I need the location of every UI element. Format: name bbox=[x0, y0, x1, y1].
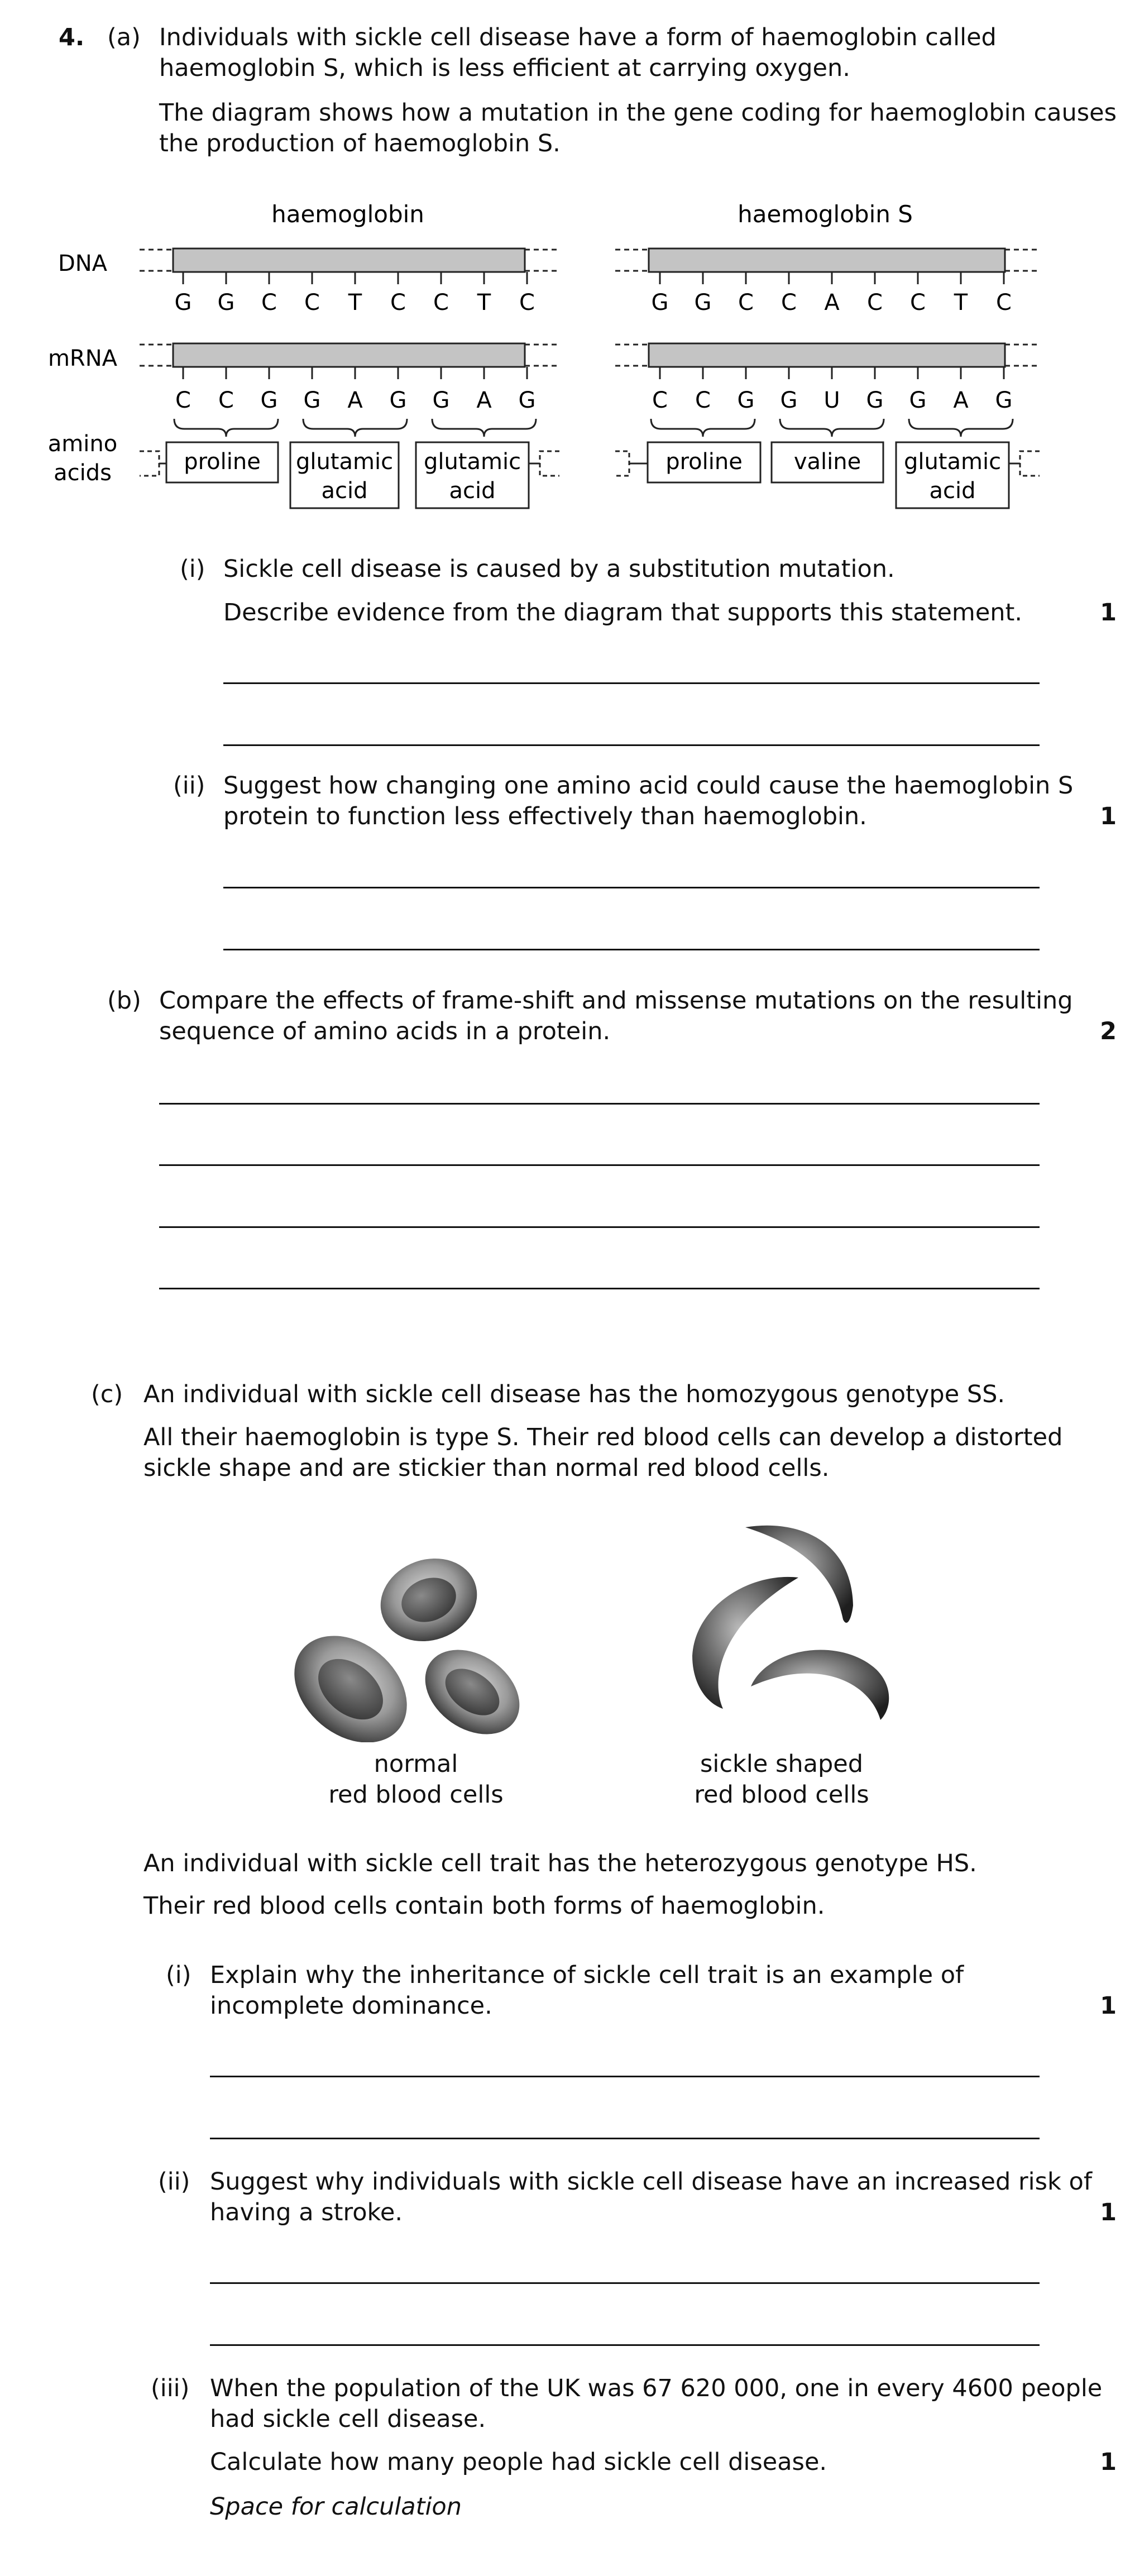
amino-acid-label: acid bbox=[449, 478, 496, 504]
amino-acid-label: proline bbox=[665, 449, 743, 475]
rbc-normal-top bbox=[369, 1545, 489, 1655]
row-label-acids: acids bbox=[54, 460, 112, 486]
part-c-ii-label: (ii) bbox=[158, 2168, 190, 2196]
part-b-line2: sequence of amino acids in a protein. bbox=[159, 1017, 611, 1045]
row-label-amino: amino bbox=[47, 431, 118, 457]
part-c-iii-label: (iii) bbox=[151, 2374, 190, 2402]
part-c-label: (c) bbox=[91, 1380, 123, 1408]
dna-base: G bbox=[174, 290, 192, 316]
dna-base: C bbox=[738, 290, 754, 316]
space-for-calculation: Space for calculation bbox=[210, 2493, 462, 2521]
part-a-label: (a) bbox=[107, 23, 141, 51]
mrna-base: G bbox=[995, 388, 1013, 413]
chain-continuation bbox=[140, 451, 159, 476]
answer-line[interactable] bbox=[159, 1226, 1040, 1228]
part-a-ii-line1: Suggest how changing one amino acid could cause the haemoglobin S bbox=[223, 772, 1074, 800]
diagram-title-haemoglobin-s: haemoglobin S bbox=[738, 200, 913, 228]
mrna-base: G bbox=[737, 388, 755, 413]
part-c-i-label: (i) bbox=[166, 1961, 191, 1989]
mrna-base: A bbox=[953, 388, 969, 413]
haemoglobin-s-panel bbox=[615, 248, 1040, 508]
part-c-line3: sickle shape and are stickier than normal red blood cells. bbox=[143, 1454, 830, 1482]
dna-base: A bbox=[824, 290, 840, 316]
amino-acid-label: glutamic bbox=[295, 449, 394, 475]
answer-line[interactable] bbox=[210, 2138, 1040, 2139]
row-label-dna: DNA bbox=[58, 251, 108, 276]
sickle-red-blood-cells-image bbox=[684, 1516, 907, 1751]
rbc-normal-right bbox=[409, 1632, 535, 1742]
caption-sickle-1: sickle shaped bbox=[700, 1750, 863, 1778]
dna-strand bbox=[649, 248, 1005, 272]
mrna-base: C bbox=[175, 388, 191, 413]
part-c-iii-line1: When the population of the UK was 67 620 000, one in every 4600 people bbox=[210, 2374, 1103, 2402]
mrna-base: C bbox=[218, 388, 234, 413]
part-c-iii-line3: Calculate how many people had sickle cell disease. bbox=[210, 2448, 827, 2476]
mrna-strand bbox=[649, 343, 1005, 367]
part-a-i-label: (i) bbox=[180, 555, 205, 583]
part-b-label: (b) bbox=[107, 987, 141, 1015]
answer-line[interactable] bbox=[223, 682, 1040, 684]
codon-brace bbox=[174, 419, 278, 437]
marks-c-i: 1 bbox=[1100, 1992, 1117, 2020]
part-a-ii-line2: protein to function less effectively than haemoglobin. bbox=[223, 802, 867, 830]
normal-red-blood-cells-image bbox=[268, 1508, 581, 1742]
caption-normal-2: red blood cells bbox=[328, 1781, 504, 1809]
part-c-ii-line1: Suggest why individuals with sickle cell disease have an increased risk of bbox=[210, 2168, 1092, 2196]
dna-base: T bbox=[477, 290, 491, 316]
dna-base: C bbox=[304, 290, 320, 316]
amino-acid-label: acid bbox=[321, 478, 368, 504]
answer-line[interactable] bbox=[210, 2076, 1040, 2077]
part-c-line1: An individual with sickle cell disease has the homozygous genotype SS. bbox=[143, 1380, 1005, 1408]
part-a-diagram-line1: The diagram shows how a mutation in the gene coding for haemoglobin causes bbox=[159, 99, 1117, 127]
codon-brace bbox=[432, 419, 536, 437]
chain-continuation bbox=[540, 451, 559, 476]
mrna-base: C bbox=[652, 388, 668, 413]
dna-base: G bbox=[651, 290, 669, 316]
answer-line[interactable] bbox=[159, 1103, 1040, 1105]
answer-line[interactable] bbox=[159, 1288, 1040, 1289]
amino-acid-label: glutamic bbox=[903, 449, 1002, 475]
dna-base: C bbox=[433, 290, 449, 316]
caption-normal-1: normal bbox=[374, 1750, 458, 1778]
answer-line[interactable] bbox=[223, 887, 1040, 888]
diagram-title-haemoglobin: haemoglobin bbox=[271, 200, 424, 228]
caption-sickle-2: red blood cells bbox=[694, 1781, 869, 1809]
part-c-i-line1: Explain why the inheritance of sickle cell trait is an example of bbox=[210, 1961, 964, 1989]
chain-continuation bbox=[1020, 451, 1040, 476]
codon-brace bbox=[780, 419, 884, 437]
haemoglobin-panel bbox=[140, 248, 559, 508]
mrna-base: U bbox=[823, 388, 840, 413]
dna-base: G bbox=[217, 290, 235, 316]
mrna-base: C bbox=[695, 388, 711, 413]
sickle-cell-left bbox=[692, 1577, 798, 1709]
mrna-strand bbox=[173, 343, 525, 367]
part-a-intro-line2: haemoglobin S, which is less efficient at carrying oxygen. bbox=[159, 54, 850, 82]
answer-line[interactable] bbox=[159, 1164, 1040, 1166]
answer-line[interactable] bbox=[210, 2282, 1040, 2284]
mutation-diagram bbox=[0, 184, 1130, 531]
part-a-intro-line1: Individuals with sickle cell disease have a form of haemoglobin called bbox=[159, 23, 997, 51]
marks-a-i: 1 bbox=[1100, 599, 1117, 627]
dna-base: T bbox=[954, 290, 968, 316]
dna-base: C bbox=[390, 290, 406, 316]
amino-acid-label: proline bbox=[184, 449, 261, 475]
part-b-line1: Compare the effects of frame-shift and missense mutations on the resulting bbox=[159, 987, 1073, 1015]
marks-a-ii: 1 bbox=[1100, 802, 1117, 830]
answer-line[interactable] bbox=[210, 2344, 1040, 2346]
mrna-base: G bbox=[780, 388, 798, 413]
mrna-base: G bbox=[260, 388, 278, 413]
marks-b: 2 bbox=[1100, 1017, 1117, 1045]
question-number: 4. bbox=[59, 23, 85, 51]
mrna-base: A bbox=[347, 388, 363, 413]
part-a-i-line1: Sickle cell disease is caused by a substitution mutation. bbox=[223, 555, 895, 583]
mrna-base: G bbox=[389, 388, 407, 413]
mrna-base: A bbox=[476, 388, 492, 413]
part-a-diagram-line2: the production of haemoglobin S. bbox=[159, 130, 561, 157]
mrna-base: G bbox=[518, 388, 536, 413]
chain-continuation bbox=[615, 451, 629, 476]
dna-base: C bbox=[910, 290, 926, 316]
dna-base: C bbox=[867, 290, 883, 316]
marks-c-iii: 1 bbox=[1100, 2448, 1117, 2476]
amino-acid-label: acid bbox=[929, 478, 976, 504]
dna-base: C bbox=[519, 290, 535, 316]
row-label-mrna: mRNA bbox=[47, 346, 118, 371]
answer-line[interactable] bbox=[223, 949, 1040, 950]
mrna-base: G bbox=[303, 388, 321, 413]
part-c-i-line2: incomplete dominance. bbox=[210, 1992, 492, 2020]
dna-base: C bbox=[261, 290, 277, 316]
codon-brace bbox=[303, 419, 407, 437]
amino-acid-label: glutamic bbox=[423, 449, 521, 475]
dna-base: C bbox=[996, 290, 1012, 316]
part-c-trait-line1: An individual with sickle cell trait has the heterozygous genotype HS. bbox=[143, 1849, 977, 1877]
sickle-cell-top bbox=[745, 1526, 853, 1623]
codon-brace bbox=[909, 419, 1013, 437]
dna-base: T bbox=[348, 290, 362, 316]
dna-base: C bbox=[781, 290, 797, 316]
mrna-base: G bbox=[432, 388, 450, 413]
part-c-trait-line2: Their red blood cells contain both forms of haemoglobin. bbox=[143, 1892, 825, 1920]
part-c-ii-line2: having a stroke. bbox=[210, 2199, 403, 2226]
amino-acid-label: valine bbox=[793, 449, 861, 475]
dna-strand bbox=[173, 248, 525, 272]
part-a-i-line2: Describe evidence from the diagram that supports this statement. bbox=[223, 599, 1023, 627]
codon-brace bbox=[651, 419, 755, 437]
mrna-base: G bbox=[866, 388, 884, 413]
mrna-base: G bbox=[909, 388, 927, 413]
marks-c-ii: 1 bbox=[1100, 2199, 1117, 2226]
part-c-iii-line2: had sickle cell disease. bbox=[210, 2405, 486, 2433]
answer-line[interactable] bbox=[223, 744, 1040, 746]
dna-base: G bbox=[694, 290, 712, 316]
part-a-ii-label: (ii) bbox=[173, 772, 205, 800]
sickle-cell-right bbox=[751, 1650, 889, 1720]
part-c-line2: All their haemoglobin is type S. Their red blood cells can develop a distorted bbox=[143, 1423, 1063, 1451]
